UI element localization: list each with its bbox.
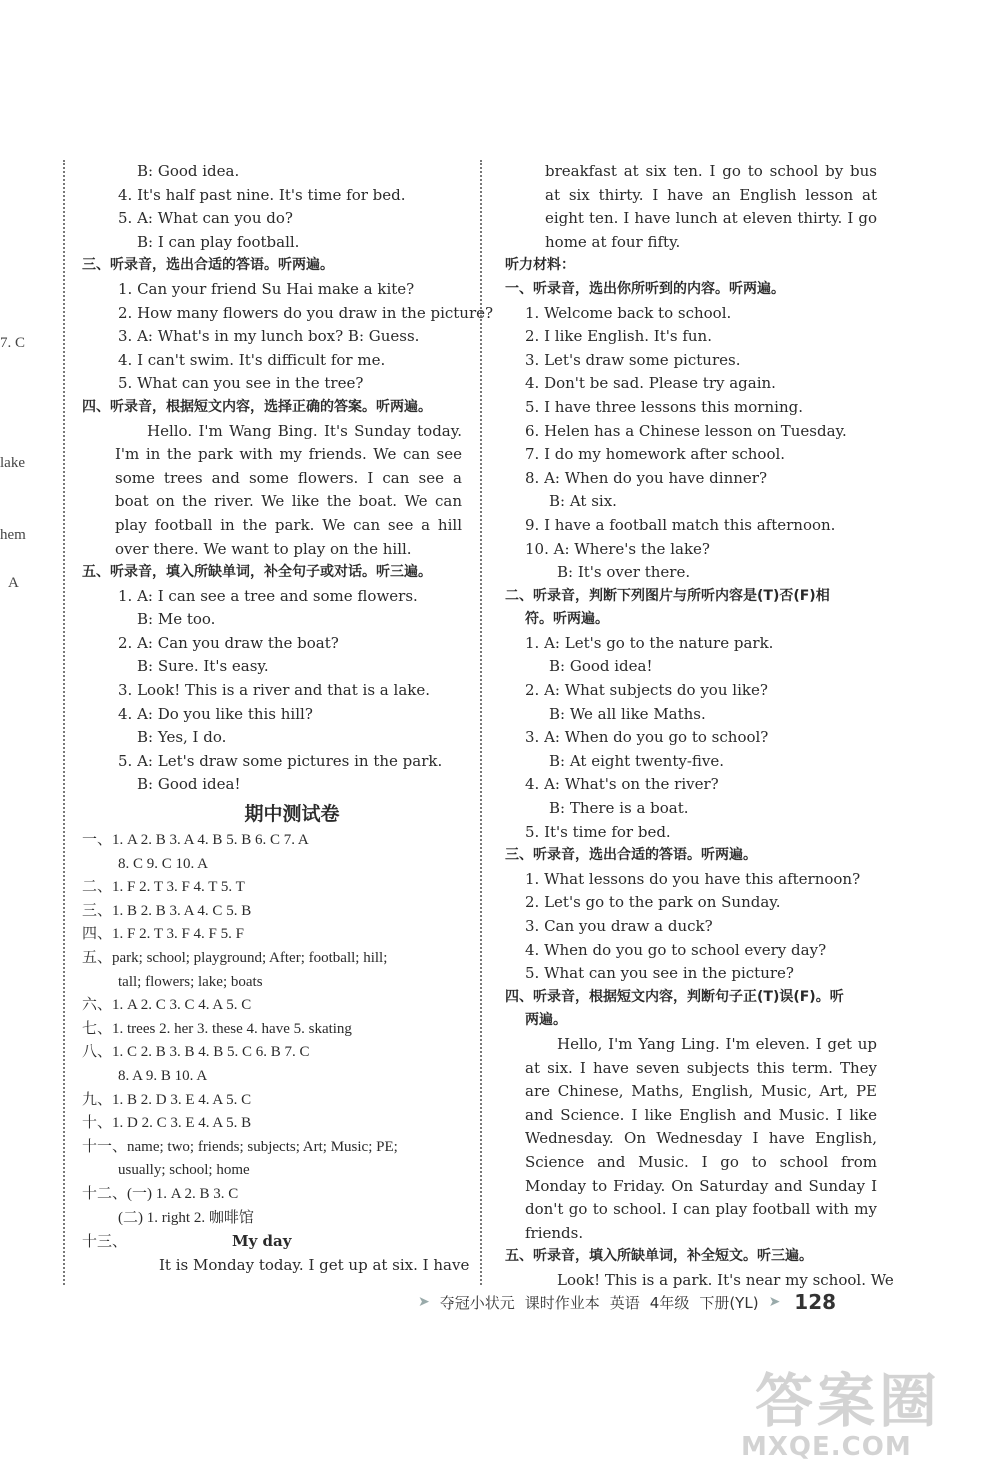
list-item: 1. What lessons do you have this afternoon? xyxy=(525,869,861,888)
dialog-line: B: Sure. It's easy. xyxy=(137,657,269,676)
dialog-line: 1. A: I can see a tree and some flowers. xyxy=(118,586,418,605)
essay-number: 十三、 xyxy=(82,1232,128,1251)
brand-name: 夺冠小状元 xyxy=(439,1293,515,1312)
chevron-right-icon: ➤ xyxy=(418,1294,430,1310)
right-column xyxy=(505,160,894,1293)
list-item: B: At six. xyxy=(549,492,617,511)
essay-continuation: breakfast at six ten. I go to school by bus at six thirty. I have an English lesson at eight ten. I have lunch at eleven thirty. I go home at four fifty. xyxy=(545,162,877,251)
section-heading: 三、听录音，选出合适的答语。听两遍。 xyxy=(82,257,334,274)
answer-line: 七、1. trees 2. her 3. these 4. have 5. skating xyxy=(82,1020,352,1037)
answer-line: 二、1. F 2. T 3. F 4. T 5. T xyxy=(82,879,245,896)
dialog-line: B: Good idea! xyxy=(549,657,653,676)
watermark-text: 答案圈 xyxy=(755,1367,942,1435)
essay-line: It is Monday today. I get up at six. I have xyxy=(159,1255,470,1274)
answer-line: 三、1. B 2. B 3. A 4. C 5. B xyxy=(82,902,252,919)
section-heading: 四、听录音，根据短文内容，选择正确的答案。听两遍。 xyxy=(82,398,432,415)
essay-heading xyxy=(82,1230,462,1254)
text-line: B: Good idea. xyxy=(137,162,240,180)
answer-line: 8. C 9. C 10. A xyxy=(118,855,209,872)
list-item: 2. How many flowers do you draw in the picture? xyxy=(118,303,494,322)
dialog-line: B: We all like Maths. xyxy=(549,704,706,723)
essay-title: My day xyxy=(232,1232,292,1251)
answer-line: 十二、(一) 1. A 2. B 3. C xyxy=(82,1185,239,1202)
section-heading-cont: 符。听两遍。 xyxy=(525,611,609,628)
list-item: 5. What can you see in the picture? xyxy=(525,964,794,983)
answer-line: 十、1. D 2. C 3. E 4. A 5. B xyxy=(82,1115,252,1132)
section-heading: 一、听录音，选出你所听到的内容。听两遍。 xyxy=(505,280,785,297)
list-item: 4. When do you go to school every day? xyxy=(525,940,827,959)
dialog-line: 5. A: Let's draw some pictures in the park. xyxy=(118,751,443,770)
list-item: 3. A: What's in my lunch box? B: Guess. xyxy=(118,327,420,346)
answer-line: tall; flowers; lake; boats xyxy=(118,973,263,990)
listening-material-heading: 听力材料： xyxy=(505,257,575,274)
list-item: 4. Don't be sad. Please try again. xyxy=(525,374,776,393)
section-heading: 三、听录音，选出合适的答语。听两遍。 xyxy=(505,847,757,864)
passage: Hello. I'm Wang Bing. It's Sunday today. I'm in the park with my friends. We can see some trees and some flowers. I can see a boat on the river. We like the boat. We can play football in the park. We can see a hill over there. We want to play on the hill. xyxy=(115,421,462,558)
list-item: 8. A: When do you have dinner? xyxy=(525,468,767,487)
answer-line: 8. A 9. B 10. A xyxy=(118,1067,208,1084)
answer-line: 九、1. B 2. D 3. E 4. A 5. C xyxy=(82,1091,252,1108)
dialog-line: B: There is a boat. xyxy=(549,799,689,818)
column-divider-dotted-line xyxy=(480,160,482,1285)
list-item: 3. Let's draw some pictures. xyxy=(525,350,741,369)
midterm-title: 期中测试卷 xyxy=(244,803,340,826)
dialog-line: 3. A: When do you go to school? xyxy=(525,728,769,747)
section-heading: 五、听录音，填入所缺单词，补全句子或对话。听三遍。 xyxy=(82,564,432,581)
dialog-line: B: Me too. xyxy=(137,610,216,629)
list-item: 10. A: Where's the lake? xyxy=(525,539,710,558)
list-item: 1. Welcome back to school. xyxy=(525,303,732,322)
answer-line: 十一、name; two; friends; subjects; Art; Music; PE; xyxy=(82,1138,398,1155)
text-line: 4. It's half past nine. It's time for bed. xyxy=(118,185,406,204)
margin-fragment: 7. C xyxy=(0,335,26,351)
chevron-right-icon: ➤ xyxy=(768,1294,781,1310)
dialog-line: 4. A: What's on the river? xyxy=(525,775,719,794)
list-item: 7. I do my homework after school. xyxy=(525,445,786,464)
passage: Hello, I'm Yang Ling. I'm eleven. I get up at six. I have seven subjects this term. They are Chinese, Maths, English, Music, Art, PE and Science. I like English and Music. I like Wednesday. On Wednesday I have English, Science and Music. I go to school from Monday to Friday. On Saturday and Sunday I don't go to school. I can play football with my friends. xyxy=(525,1034,877,1242)
dialog-line: 3. Look! This is a river and that is a lake. xyxy=(118,681,430,700)
list-item: 5. I have three lessons this morning. xyxy=(525,397,803,416)
binding-dotted-line xyxy=(63,160,65,1285)
volume: 下册(YL) xyxy=(699,1293,759,1312)
answer-line: (二) 1. right 2. 咖啡馆 xyxy=(118,1209,254,1226)
watermark-logo xyxy=(735,1367,995,1465)
answer-line: 八、1. C 2. B 3. B 4. B 5. C 6. B 7. C xyxy=(82,1044,310,1061)
list-item: B: It's over there. xyxy=(557,563,691,582)
subject: 英语 xyxy=(609,1293,640,1312)
answer-line: usually; school; home xyxy=(118,1162,250,1179)
list-item: 6. Helen has a Chinese lesson on Tuesday. xyxy=(525,421,847,440)
answer-line: 五、park; school; playground; After; football; hill; xyxy=(82,950,388,966)
list-item: 5. What can you see in the tree? xyxy=(118,374,364,393)
list-item: 9. I have a football match this afternoon. xyxy=(525,515,836,534)
answer-line: 四、1. F 2. T 3. F 4. F 5. F xyxy=(82,926,244,943)
grade: 4年级 xyxy=(649,1293,690,1312)
passage-line: Look! This is a park. It's near my school. We xyxy=(557,1270,894,1289)
dialog-line: B: Yes, I do. xyxy=(137,728,227,747)
list-item: 3. Can you draw a duck? xyxy=(525,917,713,935)
answer-line: 六、1. A 2. C 3. C 4. A 5. C xyxy=(82,997,252,1014)
section-heading-cont: 两遍。 xyxy=(525,1012,567,1029)
text-line: B: I can play football. xyxy=(137,232,300,251)
dialog-line: 1. A: Let's go to the nature park. xyxy=(525,633,774,652)
dialog-line: 4. A: Do you like this hill? xyxy=(118,704,313,723)
page-footer xyxy=(418,1290,836,1314)
section-heading: 四、听录音，根据短文内容，判断句子正(T)误(F)。听 xyxy=(505,988,844,1005)
dialog-line: 2. A: Can you draw the boat? xyxy=(118,633,339,652)
left-column xyxy=(82,160,494,1277)
section-heading: 二、听录音，判断下列图片与所听内容是(T)否(F)相 xyxy=(505,587,830,604)
list-item: 4. I can't swim. It's difficult for me. xyxy=(118,350,386,369)
page-number: 128 xyxy=(794,1290,837,1314)
answer-line: 一、1. A 2. B 3. A 4. B 5. B 6. C 7. A xyxy=(82,832,309,849)
dialog-line: B: Good idea! xyxy=(137,775,241,794)
list-item: 2. I like English. It's fun. xyxy=(525,327,712,346)
watermark-url: MXQE.COM xyxy=(741,1432,912,1462)
text-line: 5. A: What can you do? xyxy=(118,209,293,228)
margin-fragment: A xyxy=(8,575,19,591)
margin-fragment: hem xyxy=(0,527,26,543)
dialog-line: 5. It's time for bed. xyxy=(525,822,671,841)
list-item: 2. Let's go to the park on Sunday. xyxy=(525,893,781,912)
section-heading: 五、听录音，填入所缺单词，补全短文。听三遍。 xyxy=(505,1248,813,1265)
margin-fragment: lake xyxy=(0,455,25,471)
list-item: 1. Can your friend Su Hai make a kite? xyxy=(118,279,415,298)
dialog-line: B: At eight twenty-five. xyxy=(549,751,725,770)
book-name: 课时作业本 xyxy=(524,1293,600,1312)
dialog-line: 2. A: What subjects do you like? xyxy=(525,681,768,700)
